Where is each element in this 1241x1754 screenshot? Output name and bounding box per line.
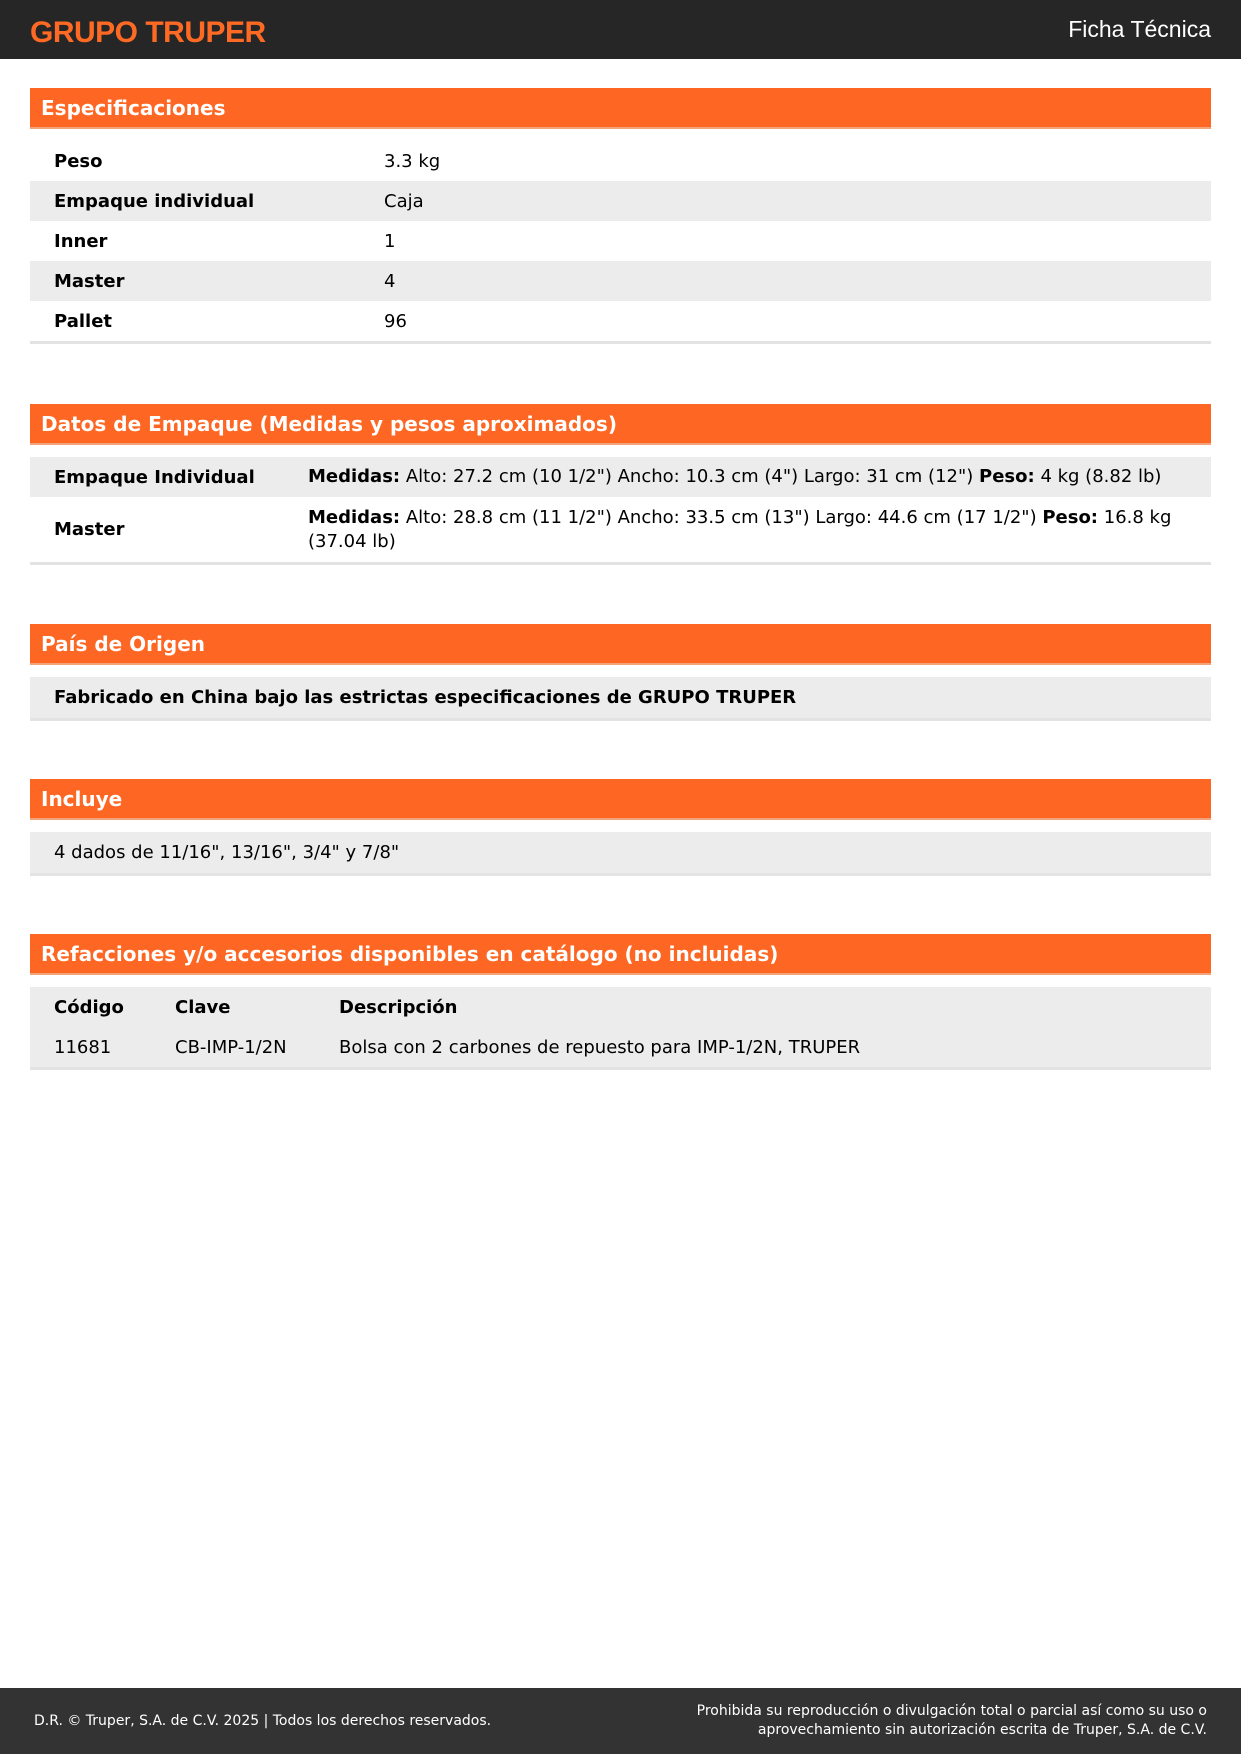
includes-list xyxy=(30,832,1211,873)
spec-row-individual-pack xyxy=(30,181,1211,221)
table-row xyxy=(30,1027,1211,1067)
packaging-section xyxy=(30,404,1211,565)
spec-label: Master xyxy=(54,270,125,292)
measures-label: Medidas: xyxy=(308,466,401,487)
spec-value: 1 xyxy=(384,230,396,252)
spec-value: Caja xyxy=(384,190,424,212)
document-title: Ficha Técnica xyxy=(1068,16,1211,42)
packaging-list xyxy=(30,457,1211,562)
footer xyxy=(0,1688,1241,1754)
part-code: 11681 xyxy=(54,1036,112,1058)
packaging-value xyxy=(308,465,1171,489)
section-title: Especificaciones xyxy=(30,88,1211,129)
spec-row-pallet xyxy=(30,301,1211,341)
spec-label: Inner xyxy=(54,230,108,252)
divider xyxy=(30,341,1211,344)
part-key: CB-IMP-1/2N xyxy=(175,1036,287,1058)
includes-row xyxy=(30,832,1211,873)
copyright-text: D.R. © Truper, S.A. de C.V. 2025 | Todos los derechos reservados. xyxy=(34,1713,492,1729)
spec-row-weight xyxy=(30,141,1211,181)
specifications-section xyxy=(30,88,1211,344)
origin-text: Fabricado en China bajo las estrictas especificaciones de GRUPO TRUPER xyxy=(54,687,797,708)
specs-list xyxy=(30,141,1211,341)
column-header-description: Descripción xyxy=(339,996,458,1018)
divider xyxy=(30,1067,1211,1070)
packaging-row-master xyxy=(30,497,1211,562)
spec-row-inner xyxy=(30,221,1211,261)
includes-section xyxy=(30,779,1211,876)
weight-label: Peso: xyxy=(979,466,1035,487)
section-title: Datos de Empaque (Medidas y pesos aproximados) xyxy=(30,404,1211,445)
packaging-row-individual xyxy=(30,457,1211,497)
includes-text: 4 dados de 11/16", 13/16", 3/4" y 7/8" xyxy=(54,842,400,863)
section-title: País de Origen xyxy=(30,624,1211,665)
spec-row-master xyxy=(30,261,1211,301)
spec-label: Peso xyxy=(54,150,103,172)
divider xyxy=(30,873,1211,876)
packaging-value xyxy=(308,506,1211,554)
packaging-label: Master xyxy=(54,519,125,540)
section-title: Refacciones y/o accesorios disponibles en catálogo (no incluidas) xyxy=(30,934,1211,975)
column-header-key: Clave xyxy=(175,996,231,1018)
brand-logo: GRUPO TRUPER xyxy=(30,16,266,49)
origin-section xyxy=(30,624,1211,721)
packaging-label: Empaque Individual xyxy=(54,466,255,488)
parts-table xyxy=(30,987,1211,1067)
table-header-row xyxy=(30,987,1211,1027)
measures-text: Alto: 27.2 cm (10 1/2") Ancho: 10.3 cm (4") Largo: 31 cm (12") xyxy=(405,466,974,487)
section-title: Incluye xyxy=(30,779,1211,820)
weight-text: 4 kg (8.82 lb) xyxy=(1040,466,1162,487)
spec-label: Empaque individual xyxy=(54,190,255,212)
legal-notice: Prohibida su reproducción o divulgación total o parcial así como su uso o aprovechamiento sin autorización escrita de Truper, S.A. de C.V. xyxy=(696,1703,1207,1738)
spec-value: 4 xyxy=(384,270,396,292)
measures-label: Medidas: xyxy=(308,506,401,528)
parts-section xyxy=(30,934,1211,1070)
weight-label: Peso: xyxy=(1042,506,1099,528)
divider xyxy=(30,562,1211,565)
column-header-code: Código xyxy=(54,996,124,1018)
part-description: Bolsa con 2 carbones de repuesto para IMP-1/2N, TRUPER xyxy=(339,1036,861,1058)
spec-label: Pallet xyxy=(54,310,113,332)
origin-row xyxy=(30,677,1211,718)
weight-text: 16.8 kg (37.04 lb) xyxy=(308,506,1172,552)
origin-list xyxy=(30,677,1211,718)
spec-value: 3.3 kg xyxy=(384,150,441,172)
measures-text: Alto: 28.8 cm (11 1/2") Ancho: 33.5 cm (13") Largo: 44.6 cm (17 1/2") xyxy=(405,506,1037,528)
divider xyxy=(30,718,1211,721)
spec-value: 96 xyxy=(384,310,407,332)
top-bar xyxy=(0,0,1241,59)
